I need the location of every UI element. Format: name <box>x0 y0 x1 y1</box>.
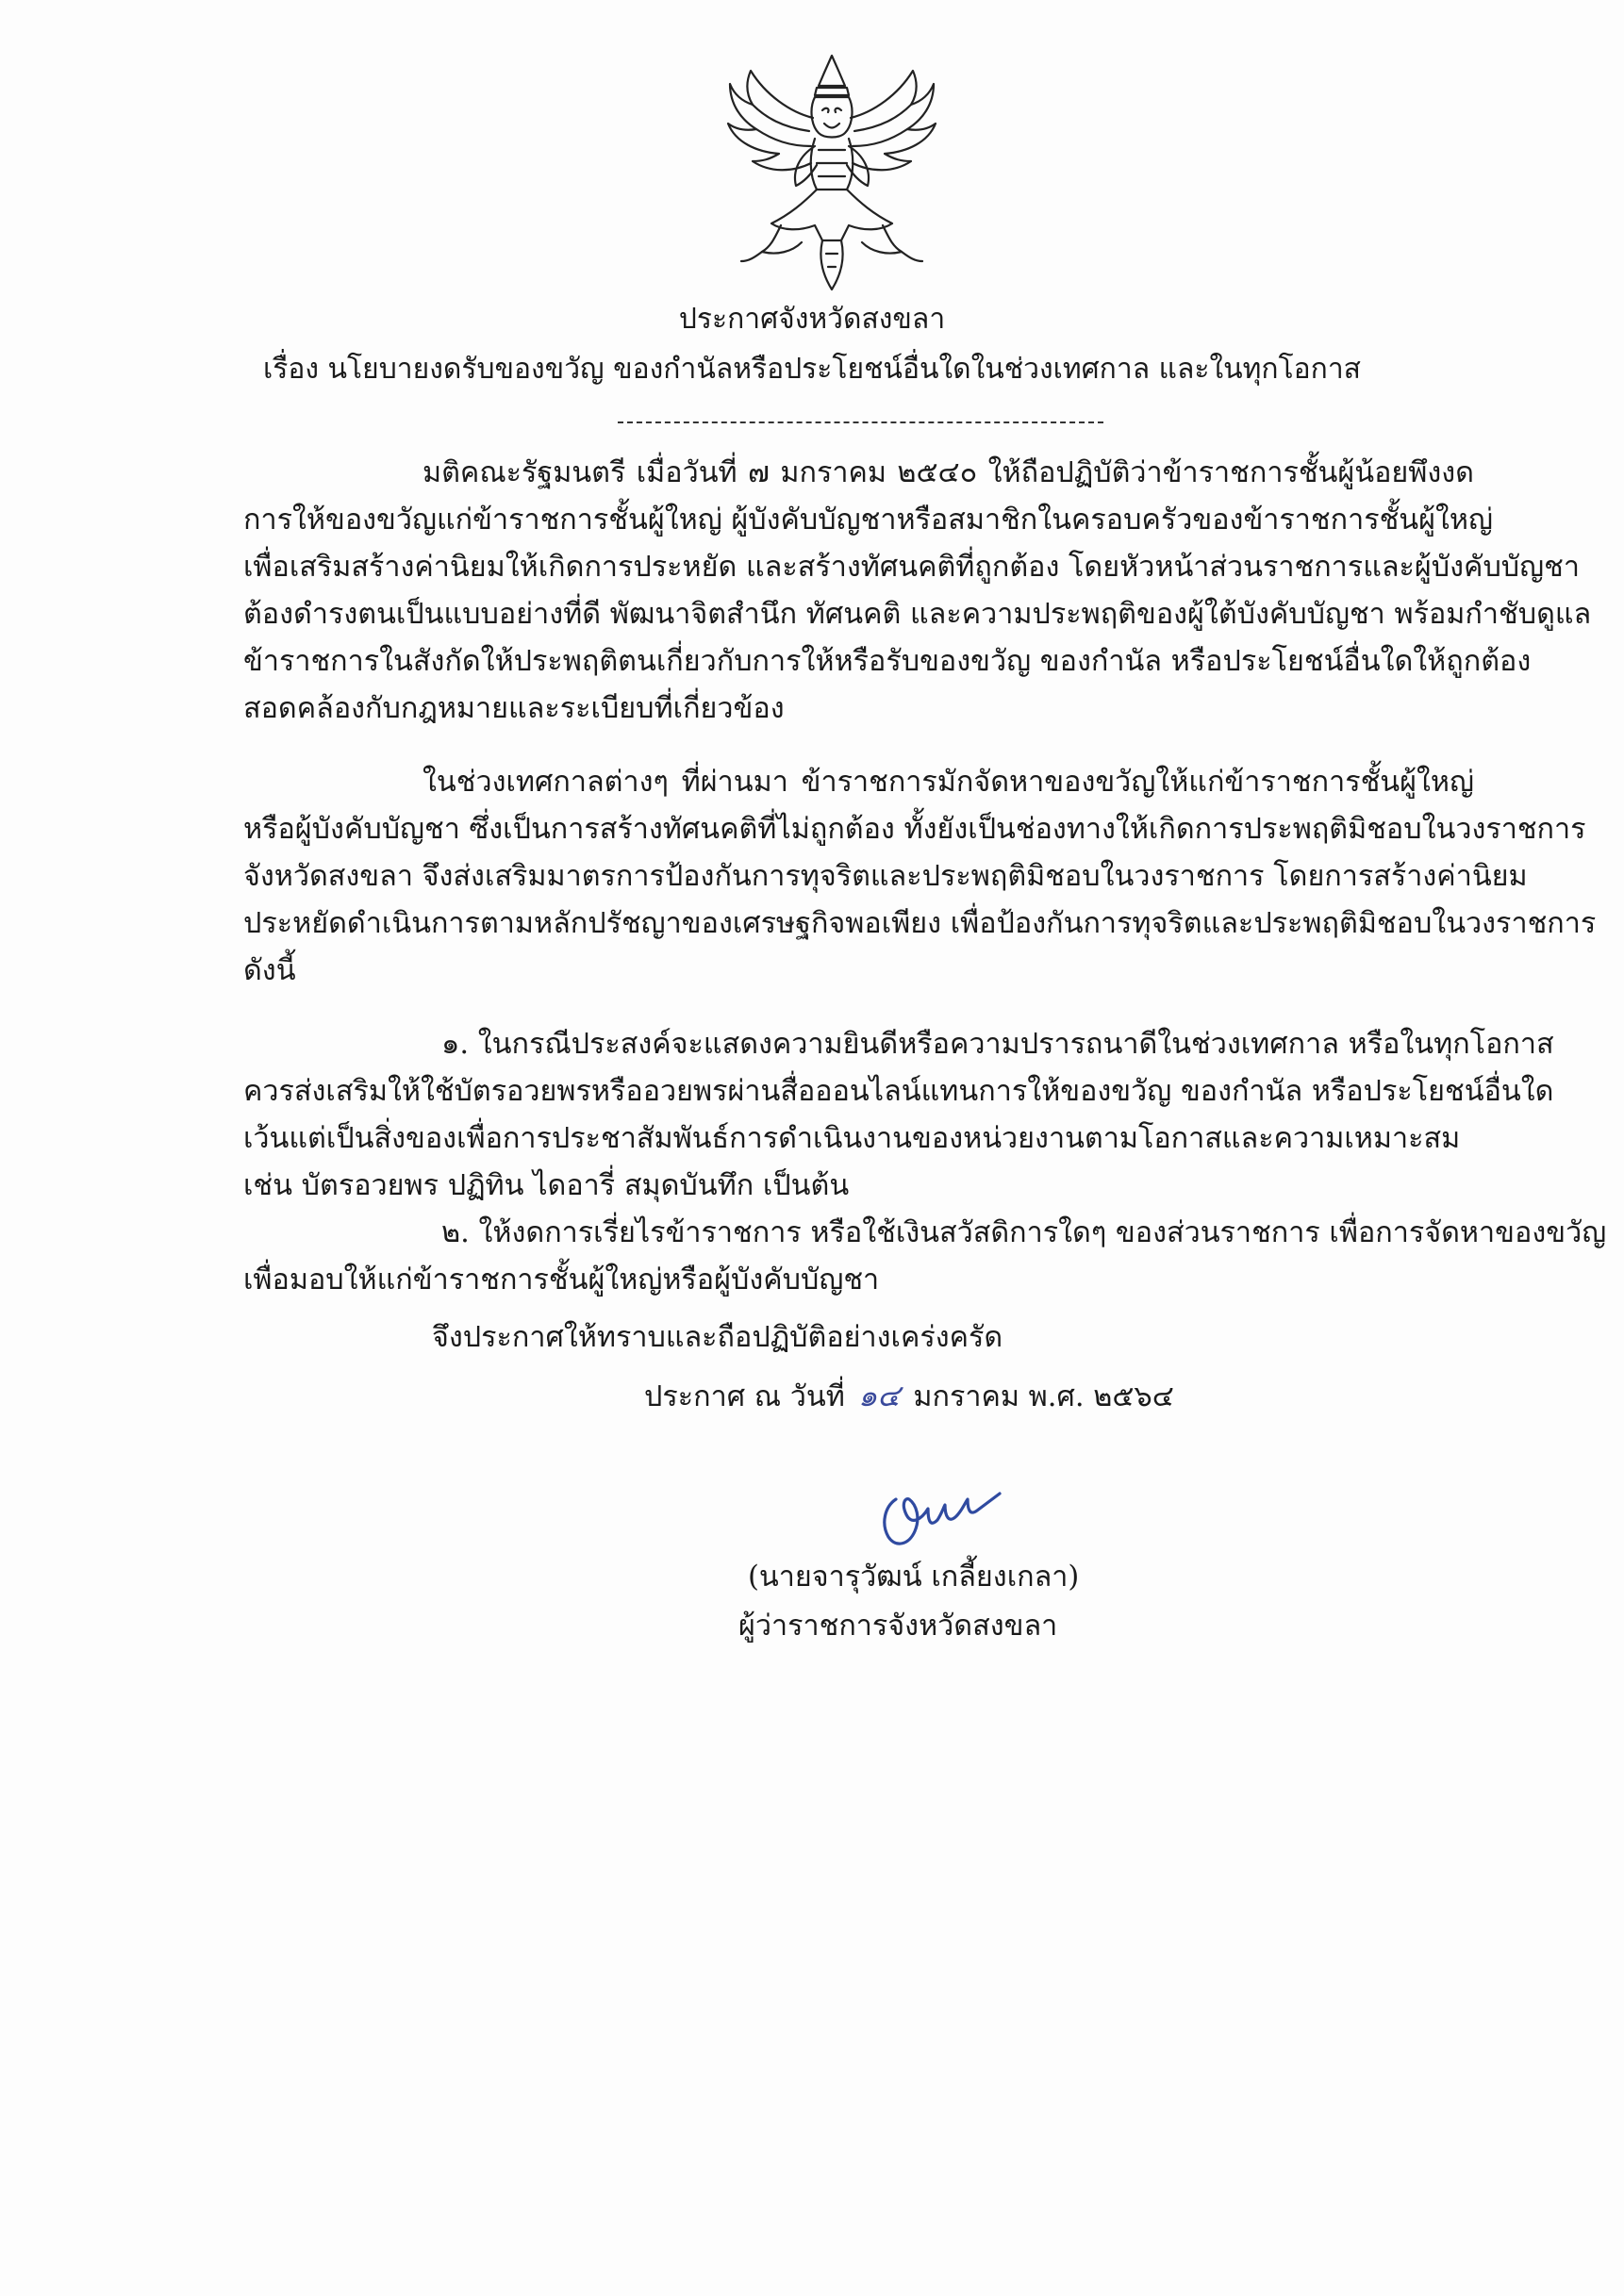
announcement-title: ประกาศจังหวัดสงขลา <box>678 303 946 336</box>
paragraph-line: เพื่อมอบให้แก่ข้าราชการชั้นผู้ใหญ่หรือผู้บังคับบัญชา <box>243 1264 880 1297</box>
paragraph-line: หรือผู้บังคับบัญชา ซึ่งเป็นการสร้างทัศนคติที่ไม่ถูกต้อง ทั้งยังเป็นช่องทางให้เกิดการประพฤติมิชอบในวงราชการ <box>243 813 1586 846</box>
paragraph-line: เช่น บัตรอวยพร ปฏิทิน ไดอารี่ สมุดบันทึก เป็นต้น <box>243 1169 850 1202</box>
signature-icon <box>868 1471 1019 1556</box>
paragraph-line: ควรส่งเสริมให้ใช้บัตรอวยพรหรืออวยพรผ่านสื่อออนไลน์แทนการให้ของขวัญ ของกำนัล หรือประโยชน์อื่นใด <box>243 1075 1554 1108</box>
paragraph-line: สอดคล้องกับกฎหมายและระเบียบที่เกี่ยวข้อง <box>243 692 785 725</box>
item-1 <box>243 1021 1554 1210</box>
paragraph-line: เว้นแต่เป็นสิ่งของเพื่อการประชาสัมพันธ์การดำเนินงานของหน่วยงานตามโอกาสและความเหมาะสม <box>243 1122 1461 1155</box>
announcement-subject: เรื่อง นโยบายงดรับของขวัญ ของกำนัลหรือประโยชน์อื่นใดในช่วงเทศกาล และในทุกโอกาส <box>262 353 1361 386</box>
paragraph-2 <box>243 759 1597 995</box>
paragraph-line: ๒. ให้งดการเรี่ยไรข้าราชการ หรือใช้เงินสวัสดิการใดๆ ของส่วนราชการ เพื่อการจัดหาของขวัญ <box>441 1216 1607 1249</box>
date-month-year: มกราคม พ.ศ. ๒๕๖๔ <box>913 1380 1174 1413</box>
paragraph-line: ต้องดำรงตนเป็นแบบอย่างที่ดี พัฒนาจิตสำนึก ทัศนคติ และความประพฤติของผู้ใต้บังคับบัญชา พร้อมกำชับดูแล <box>243 598 1592 631</box>
announcement-date <box>644 1372 1174 1421</box>
handwritten-day: ๑๔ <box>857 1378 901 1413</box>
paragraph-line: เพื่อเสริมสร้างค่านิยมให้เกิดการประหยัด และสร้างทัศนคติที่ถูกต้อง โดยหัวหน้าส่วนราชการและผู้บังคับบัญชา <box>243 551 1580 584</box>
signatory-name: (นายจารุวัฒน์ เกลี้ยงเกลา) <box>748 1561 1080 1594</box>
separator-line <box>618 421 1103 423</box>
paragraph-line: ประหยัดดำเนินการตามหลักปรัชญาของเศรษฐกิจพอเพียง เพื่อป้องกันการทุจริตและประพฤติมิชอบในวงราชการ <box>243 907 1597 940</box>
closing-statement: จึงประกาศให้ทราบและถือปฏิบัติอย่างเคร่งครัด <box>432 1321 1003 1354</box>
paragraph-1 <box>243 450 1592 733</box>
paragraph-line: ข้าราชการในสังกัดให้ประพฤติตนเกี่ยวกับการให้หรือรับของขวัญ ของกำนัล หรือประโยชน์อื่นใดให้ถูกต้อง <box>243 645 1532 678</box>
paragraph-line: ดังนี้ <box>243 954 296 987</box>
date-prefix: ประกาศ ณ วันที่ <box>644 1380 845 1413</box>
paragraph-line: จังหวัดสงขลา จึงส่งเสริมมาตรการป้องกันการทุจริตและประพฤติมิชอบในวงราชการ โดยการสร้างค่านิยม <box>243 860 1528 893</box>
paragraph-line: ในช่วงเทศกาลต่างๆ ที่ผ่านมา ข้าราชการมักจัดหาของขวัญให้แก่ข้าราชการชั้นผู้ใหญ่ <box>423 766 1474 799</box>
signatory-position: ผู้ว่าราชการจังหวัดสงขลา <box>738 1610 1058 1643</box>
paragraph-line: การให้ของขวัญแก่ข้าราชการชั้นผู้ใหญ่ ผู้บังคับบัญชาหรือสมาชิกในครอบครัวของข้าราชการชั้นผู้ใหญ่ <box>243 504 1494 537</box>
paragraph-line: ๑. ในกรณีประสงค์จะแสดงความยินดีหรือความปรารถนาดีในช่วงเทศกาล หรือในทุกโอกาส <box>441 1028 1554 1061</box>
paragraph-line: มติคณะรัฐมนตรี เมื่อวันที่ ๗ มกราคม ๒๕๔๐ ให้ถือปฏิบัติว่าข้าราชการชั้นผู้น้อยพึงงด <box>423 456 1474 489</box>
garuda-emblem-icon <box>724 52 939 295</box>
item-2 <box>243 1210 1607 1304</box>
